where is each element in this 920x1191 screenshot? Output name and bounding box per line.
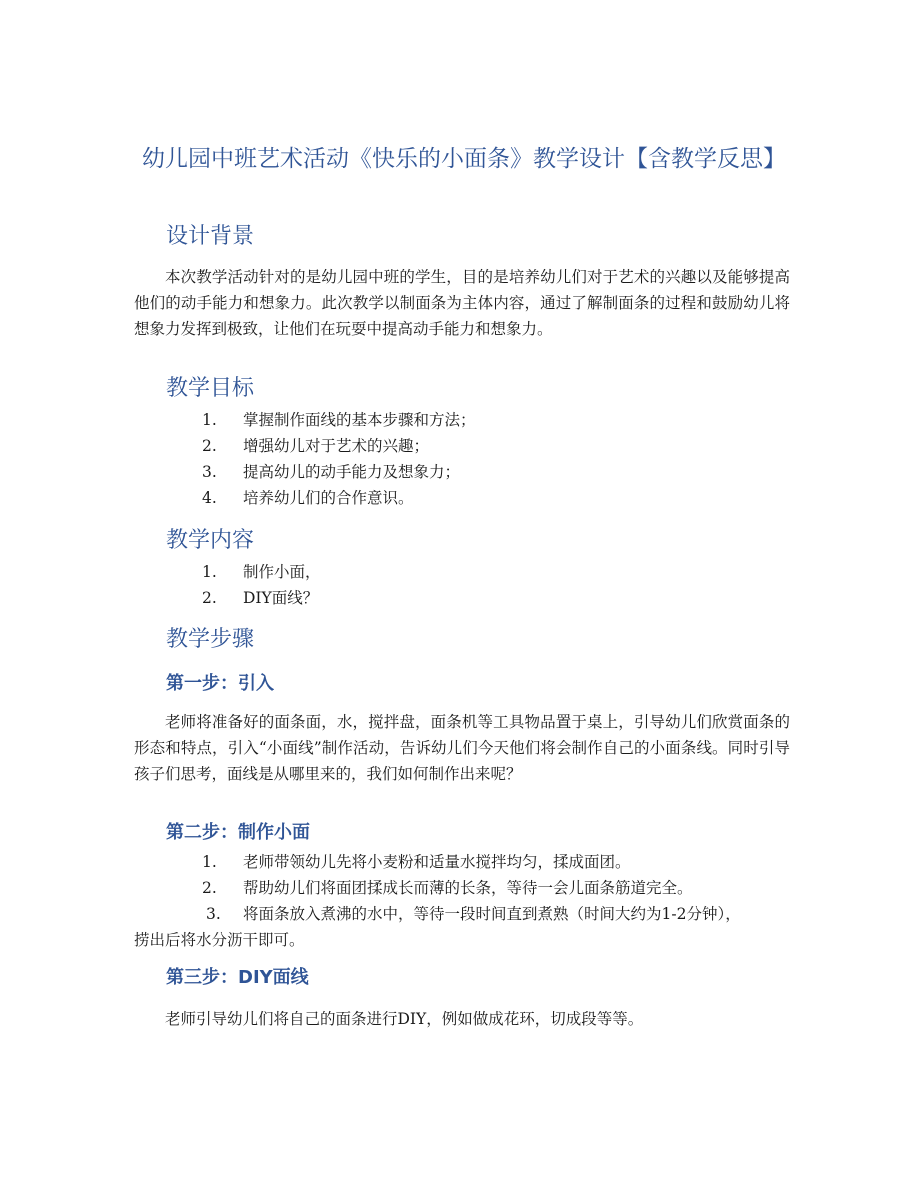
heading-step3: 第三步：DIY面线 [166, 967, 309, 988]
list-number: 2. [202, 879, 217, 897]
background-paragraph: 本次教学活动针对的是幼儿园中班的学生，目的是培养幼儿们对于艺术的兴趣以及能够提高他们的动手能力和想象力。此次教学以制面条为主体内容，通过了解制面条的过程和鼓励幼儿将想象力发挥到极致，让他们在玩耍中提高动手能力和想象力。 [134, 268, 790, 338]
heading-steps: 教学步骤 [166, 627, 255, 652]
list-text: 老师带领幼儿先将小麦粉和适量水搅拌均匀，揉成面团。 [243, 853, 631, 871]
list-text: 帮助幼儿们将面团揉成长而薄的长条，等待一会儿面条筋道完全。 [243, 879, 693, 897]
list-item [134, 433, 790, 459]
step1-paragraph: 老师将准备好的面条面，水，搅拌盘，面条机等工具物品置于桌上，引导幼儿们欣赏面条的形态和特点，引入“小面线”制作活动，告诉幼儿们今天他们将会制作自己的小面条线。同时引导孩子们思考，面线是从哪里来的，我们如何制作出来呢？ [134, 713, 790, 783]
heading-goals: 教学目标 [166, 376, 255, 401]
list-number: 1. [202, 411, 217, 429]
list-text: DIY面线？ [243, 589, 319, 607]
list-number: 4. [202, 489, 217, 507]
list-number: 1. [202, 563, 217, 581]
list-text: 制作小面， [243, 563, 321, 581]
list-number: 2. [202, 437, 217, 455]
heading-content: 教学内容 [166, 528, 255, 553]
list-text: 培养幼儿们的合作意识。 [243, 489, 414, 507]
list-item [134, 459, 790, 485]
content-list [134, 559, 790, 611]
heading-step1: 第一步：引入 [166, 673, 274, 694]
list-item [134, 485, 790, 511]
list-item [134, 875, 790, 901]
list-text: 提高幼儿的动手能力及想象力； [243, 463, 461, 481]
list-item [134, 901, 790, 953]
list-text: 增强幼儿对于艺术的兴趣； [243, 437, 430, 455]
list-number: 2. [202, 589, 217, 607]
list-text: 掌握制作面线的基本步骤和方法； [243, 411, 476, 429]
heading-background: 设计背景 [166, 224, 255, 249]
list-item [134, 585, 790, 611]
list-item [134, 559, 790, 585]
list-number: 3. [206, 905, 221, 923]
document-title: 幼儿园中班艺术活动《快乐的小面条》教学设计【含教学反思】 [142, 146, 786, 172]
list-number: 3. [202, 463, 217, 481]
list-item [134, 849, 790, 875]
list-number: 1. [202, 853, 217, 871]
list-text: 将面条放入煮沸的水中，等待一段时间直到煮熟（时间大约为1-2分钟），捞出后将水分沥干即可。 [134, 905, 741, 949]
list-item [134, 407, 790, 433]
step3-paragraph: 老师引导幼儿们将自己的面条进行DIY，例如做成花环，切成段等等。 [165, 1010, 644, 1028]
goals-list [134, 407, 790, 511]
heading-step2: 第二步：制作小面 [166, 822, 310, 843]
step2-list [134, 849, 790, 953]
